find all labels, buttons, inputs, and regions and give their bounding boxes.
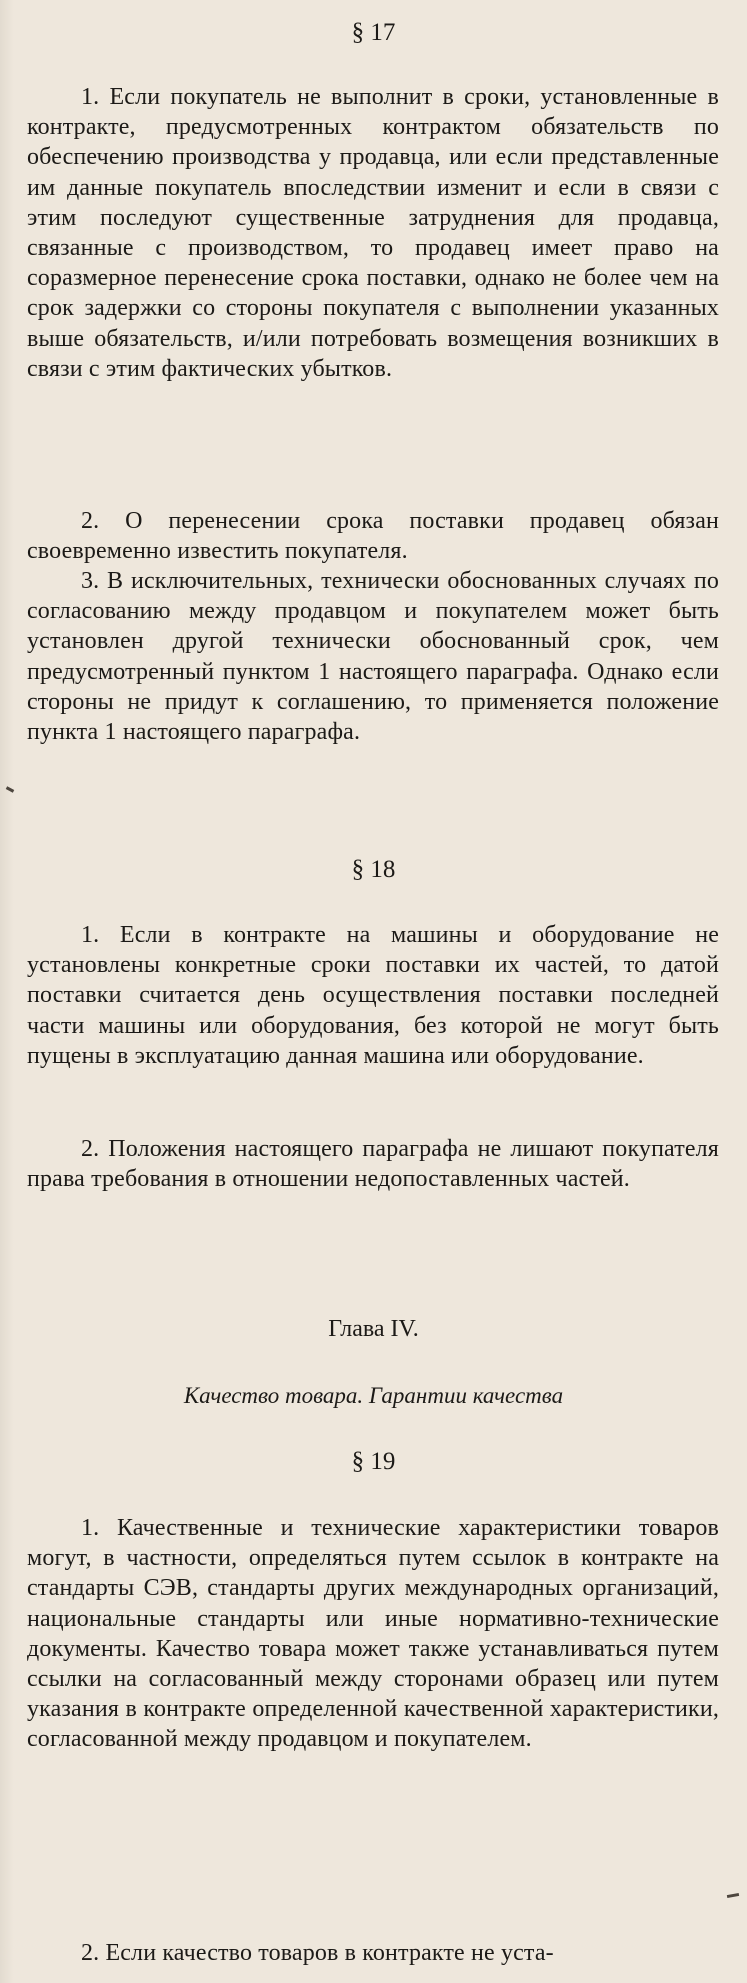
- scan-mark: [727, 1893, 739, 1898]
- section-18-title: § 18: [351, 856, 396, 883]
- section-17-paragraph-1: 1. Если покупатель не выполнит в сроки, установленные в контракте, предусмотренных контрактом обязательств по обеспечению производства у продавца, или если представленные им данные покупатель впоследствии изменит и если в связи с этим последуют существенные затруднения для продавца, связанные с производством, то продавец имеет право на соразмерное перенесение срока поставки, однако не более чем на срок задержки со стороны покупателя с выполнении указанных выше обязательств, и/или потребовать возмещения возникших в связи с этим фактических убытков.: [27, 84, 719, 382]
- section-18-paragraph-1: 1. Если в контракте на машины и оборудование не установлены конкретные сроки поставки их частей, то датой поставки считается день осуществления поставки последней части машины или оборудования, без которой не могут быть пущены в эксплуатацию данная машина или оборудование.: [27, 922, 719, 1069]
- section-17-paragraph-3: 3. В исключительных, технически обоснованных случаях по согласованию между продавцом и покупателем может быть установлен другой технически обоснованный срок, чем предусмотренный пунктом 1 настоящего параграфа. Однако если стороны не придут к соглашению, то применяется положение пункта 1 настоящего параграфа.: [27, 568, 719, 746]
- section-18-paragraph-2: 2. Положения настоящего параграфа не лишают покупателя права требования в отношении недопоставленных частей.: [27, 1136, 719, 1193]
- section-19-paragraph-1: 1. Качественные и технические характеристики товаров могут, в частности, определяться путем ссылок в контракте на стандарты СЭВ, стандарты других международных организаций, национальные стандарты или иные нормативно-технические документы. Качество товара может также устанавливаться путем ссылки на согласованный между сторонами образец или путем указания в контракте определенной качественной характеристики, согласованной между продавцом и покупателем.: [27, 1515, 719, 1753]
- section-17-paragraph-2: 2. О перенесении срока поставки продавец обязан своевременно известить покупателя.: [27, 508, 719, 565]
- section-17-title: § 17: [351, 19, 396, 46]
- chapter-subtitle: Качество товара. Гарантии качества: [183, 1383, 564, 1408]
- chapter-title: Глава IV.: [328, 1316, 419, 1342]
- section-19-paragraph-2: 2. Если качество товаров в контракте не уста-: [81, 1940, 554, 1966]
- scan-mark: [6, 786, 14, 792]
- section-19-title: § 19: [351, 1448, 396, 1475]
